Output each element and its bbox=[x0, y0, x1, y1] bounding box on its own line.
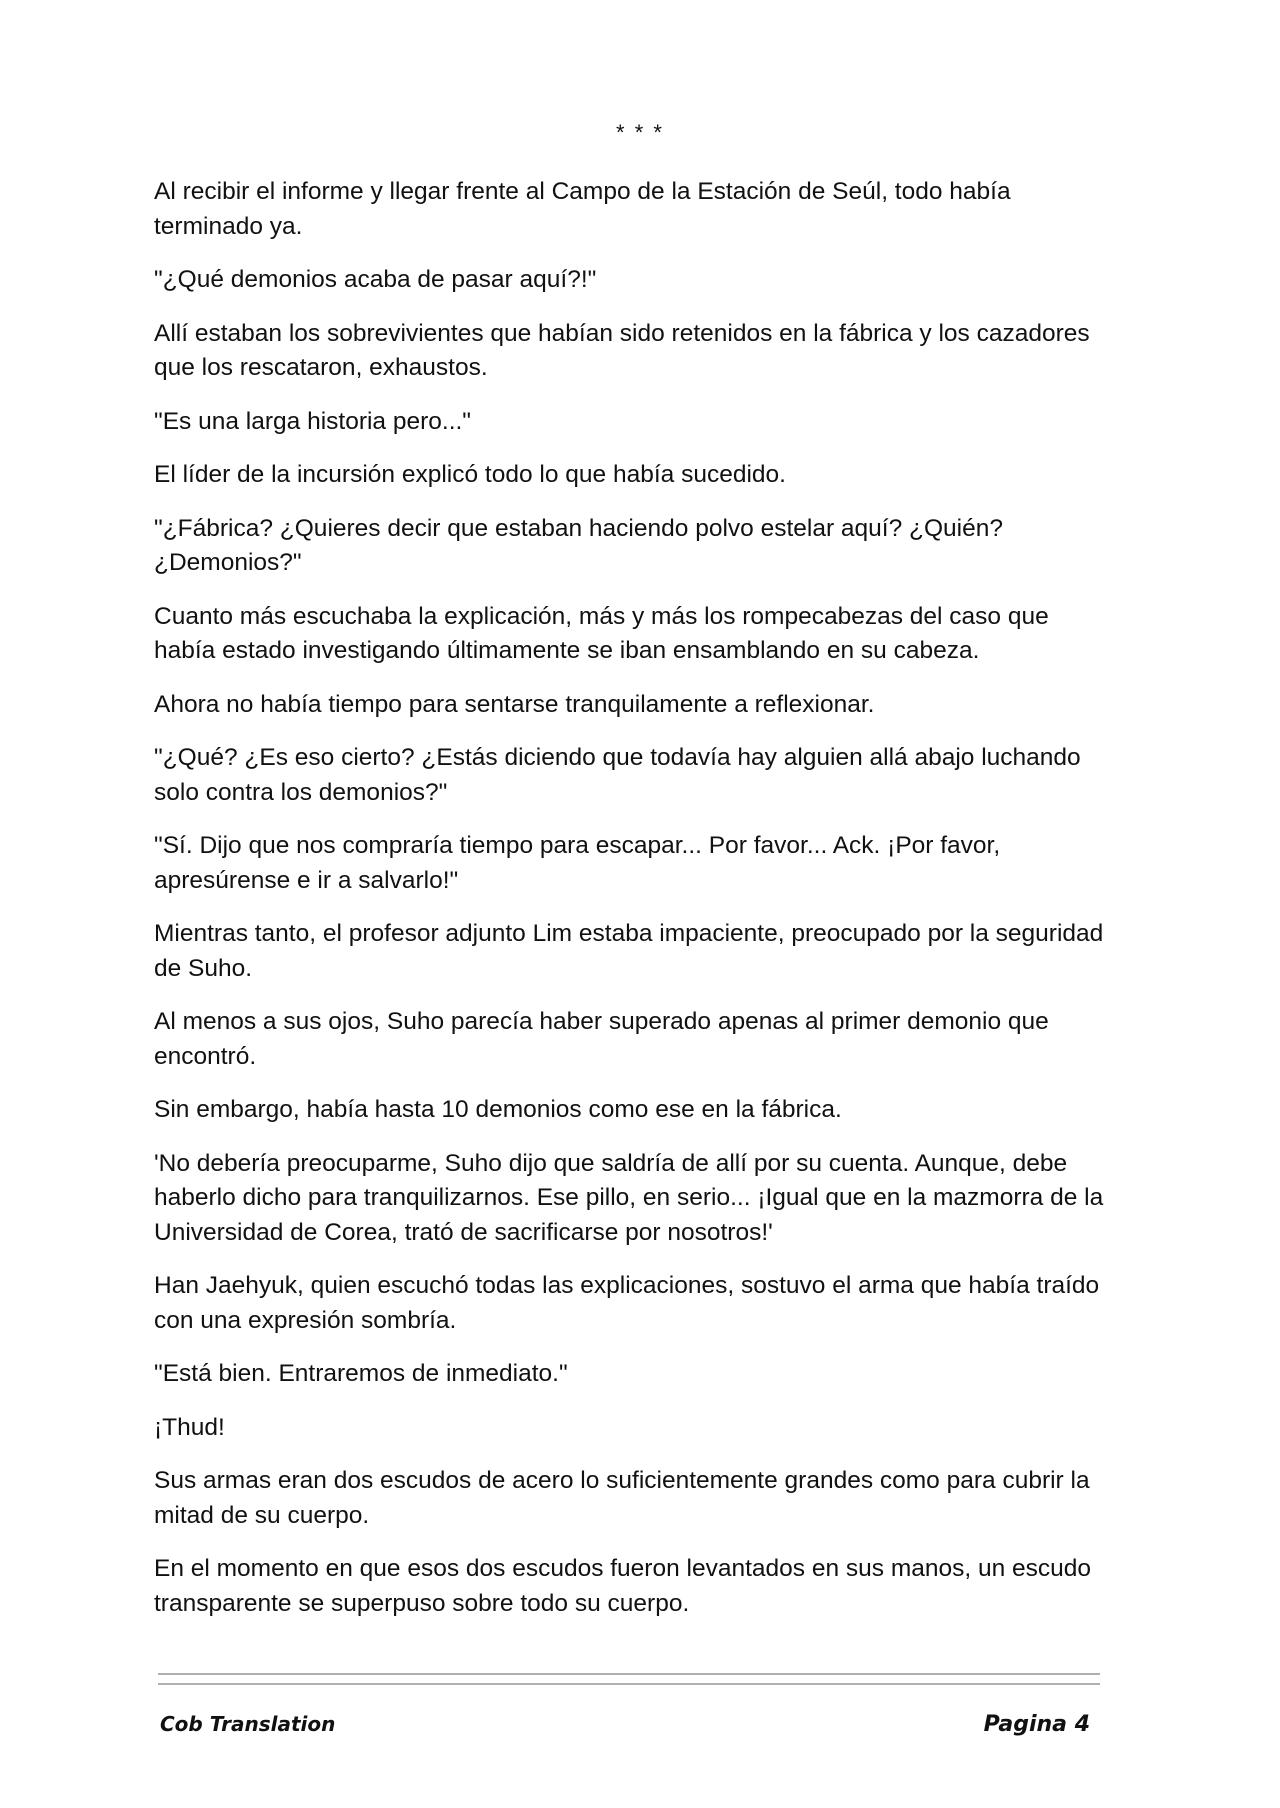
paragraph: Mientras tanto, el profesor adjunto Lim estaba impaciente, preocupado por la seguridad de Suho. bbox=[154, 920, 1104, 982]
paragraph: "Es una larga historia pero..." bbox=[154, 407, 472, 435]
paragraph: Han Jaehyuk, quien escuchó todas las explicaciones, sostuvo el arma que había traído con una expresión sombría. bbox=[154, 1272, 1100, 1334]
paragraph: ¡Thud! bbox=[154, 1413, 225, 1441]
paragraph: "Está bien. Entraremos de inmediato." bbox=[154, 1360, 568, 1387]
paragraph: Allí estaban los sobrevivientes que habían sido retenidos en la fábrica y los cazadores que los rescataron, exhaustos. bbox=[154, 319, 1090, 381]
paragraph: El líder de la incursión explicó todo lo que había sucedido. bbox=[154, 461, 786, 488]
footer-divider-top bbox=[158, 1673, 1100, 1675]
body-text bbox=[154, 175, 1114, 1640]
paragraph: Al recibir el informe y llegar frente al Campo de la Estación de Seúl, todo había terminado ya. bbox=[154, 178, 1011, 240]
paragraph: En el momento en que esos dos escudos fueron levantados en sus manos, un escudo transparente se superpuso sobre todo su cuerpo. bbox=[154, 1555, 1092, 1617]
footer-page-number: Pagina 4 bbox=[983, 1712, 1090, 1737]
paragraph: Ahora no había tiempo para sentarse tranquilamente a reflexionar. bbox=[154, 690, 875, 718]
paragraph: 'No debería preocuparme, Suho dijo que saldría de allí por su cuenta. Aunque, debe haberlo dicho para tranquilizarnos. Ese pillo, en serio... ¡Igual que en la mazmorra de la Universidad de Corea, trató de sacrificarse por nosotros!' bbox=[154, 1149, 1104, 1246]
scene-separator: * * * bbox=[616, 120, 664, 145]
paragraph: Cuanto más escuchaba la explicación, más y más los rompecabezas del caso que había estado investigando últimamente se iban ensamblando en su cabeza. bbox=[154, 602, 1049, 664]
paragraph: "Sí. Dijo que nos compraría tiempo para escapar... Por favor... Ack. ¡Por favor, apresúrense e ir a salvarlo!" bbox=[154, 832, 1001, 894]
paragraph: Sus armas eran dos escudos de acero lo suficientemente grandes como para cubrir la mitad de su cuerpo. bbox=[154, 1467, 1090, 1529]
paragraph: "¿Fábrica? ¿Quieres decir que estaban haciendo polvo estelar aquí? ¿Quién? ¿Demonios?" bbox=[154, 514, 1003, 576]
paragraph: Al menos a sus ojos, Suho parecía haber superado apenas al primer demonio que encontró. bbox=[154, 1008, 1049, 1070]
footer-divider-bottom bbox=[158, 1683, 1100, 1685]
paragraph: Sin embargo, había hasta 10 demonios como ese en la fábrica. bbox=[154, 1096, 842, 1123]
paragraph: "¿Qué? ¿Es eso cierto? ¿Estás diciendo que todavía hay alguien allá abajo luchando solo contra los demonios?" bbox=[154, 744, 1081, 806]
footer-translator-credit: Cob Translation bbox=[160, 1712, 336, 1736]
paragraph: "¿Qué demonios acaba de pasar aquí?!" bbox=[154, 266, 597, 293]
